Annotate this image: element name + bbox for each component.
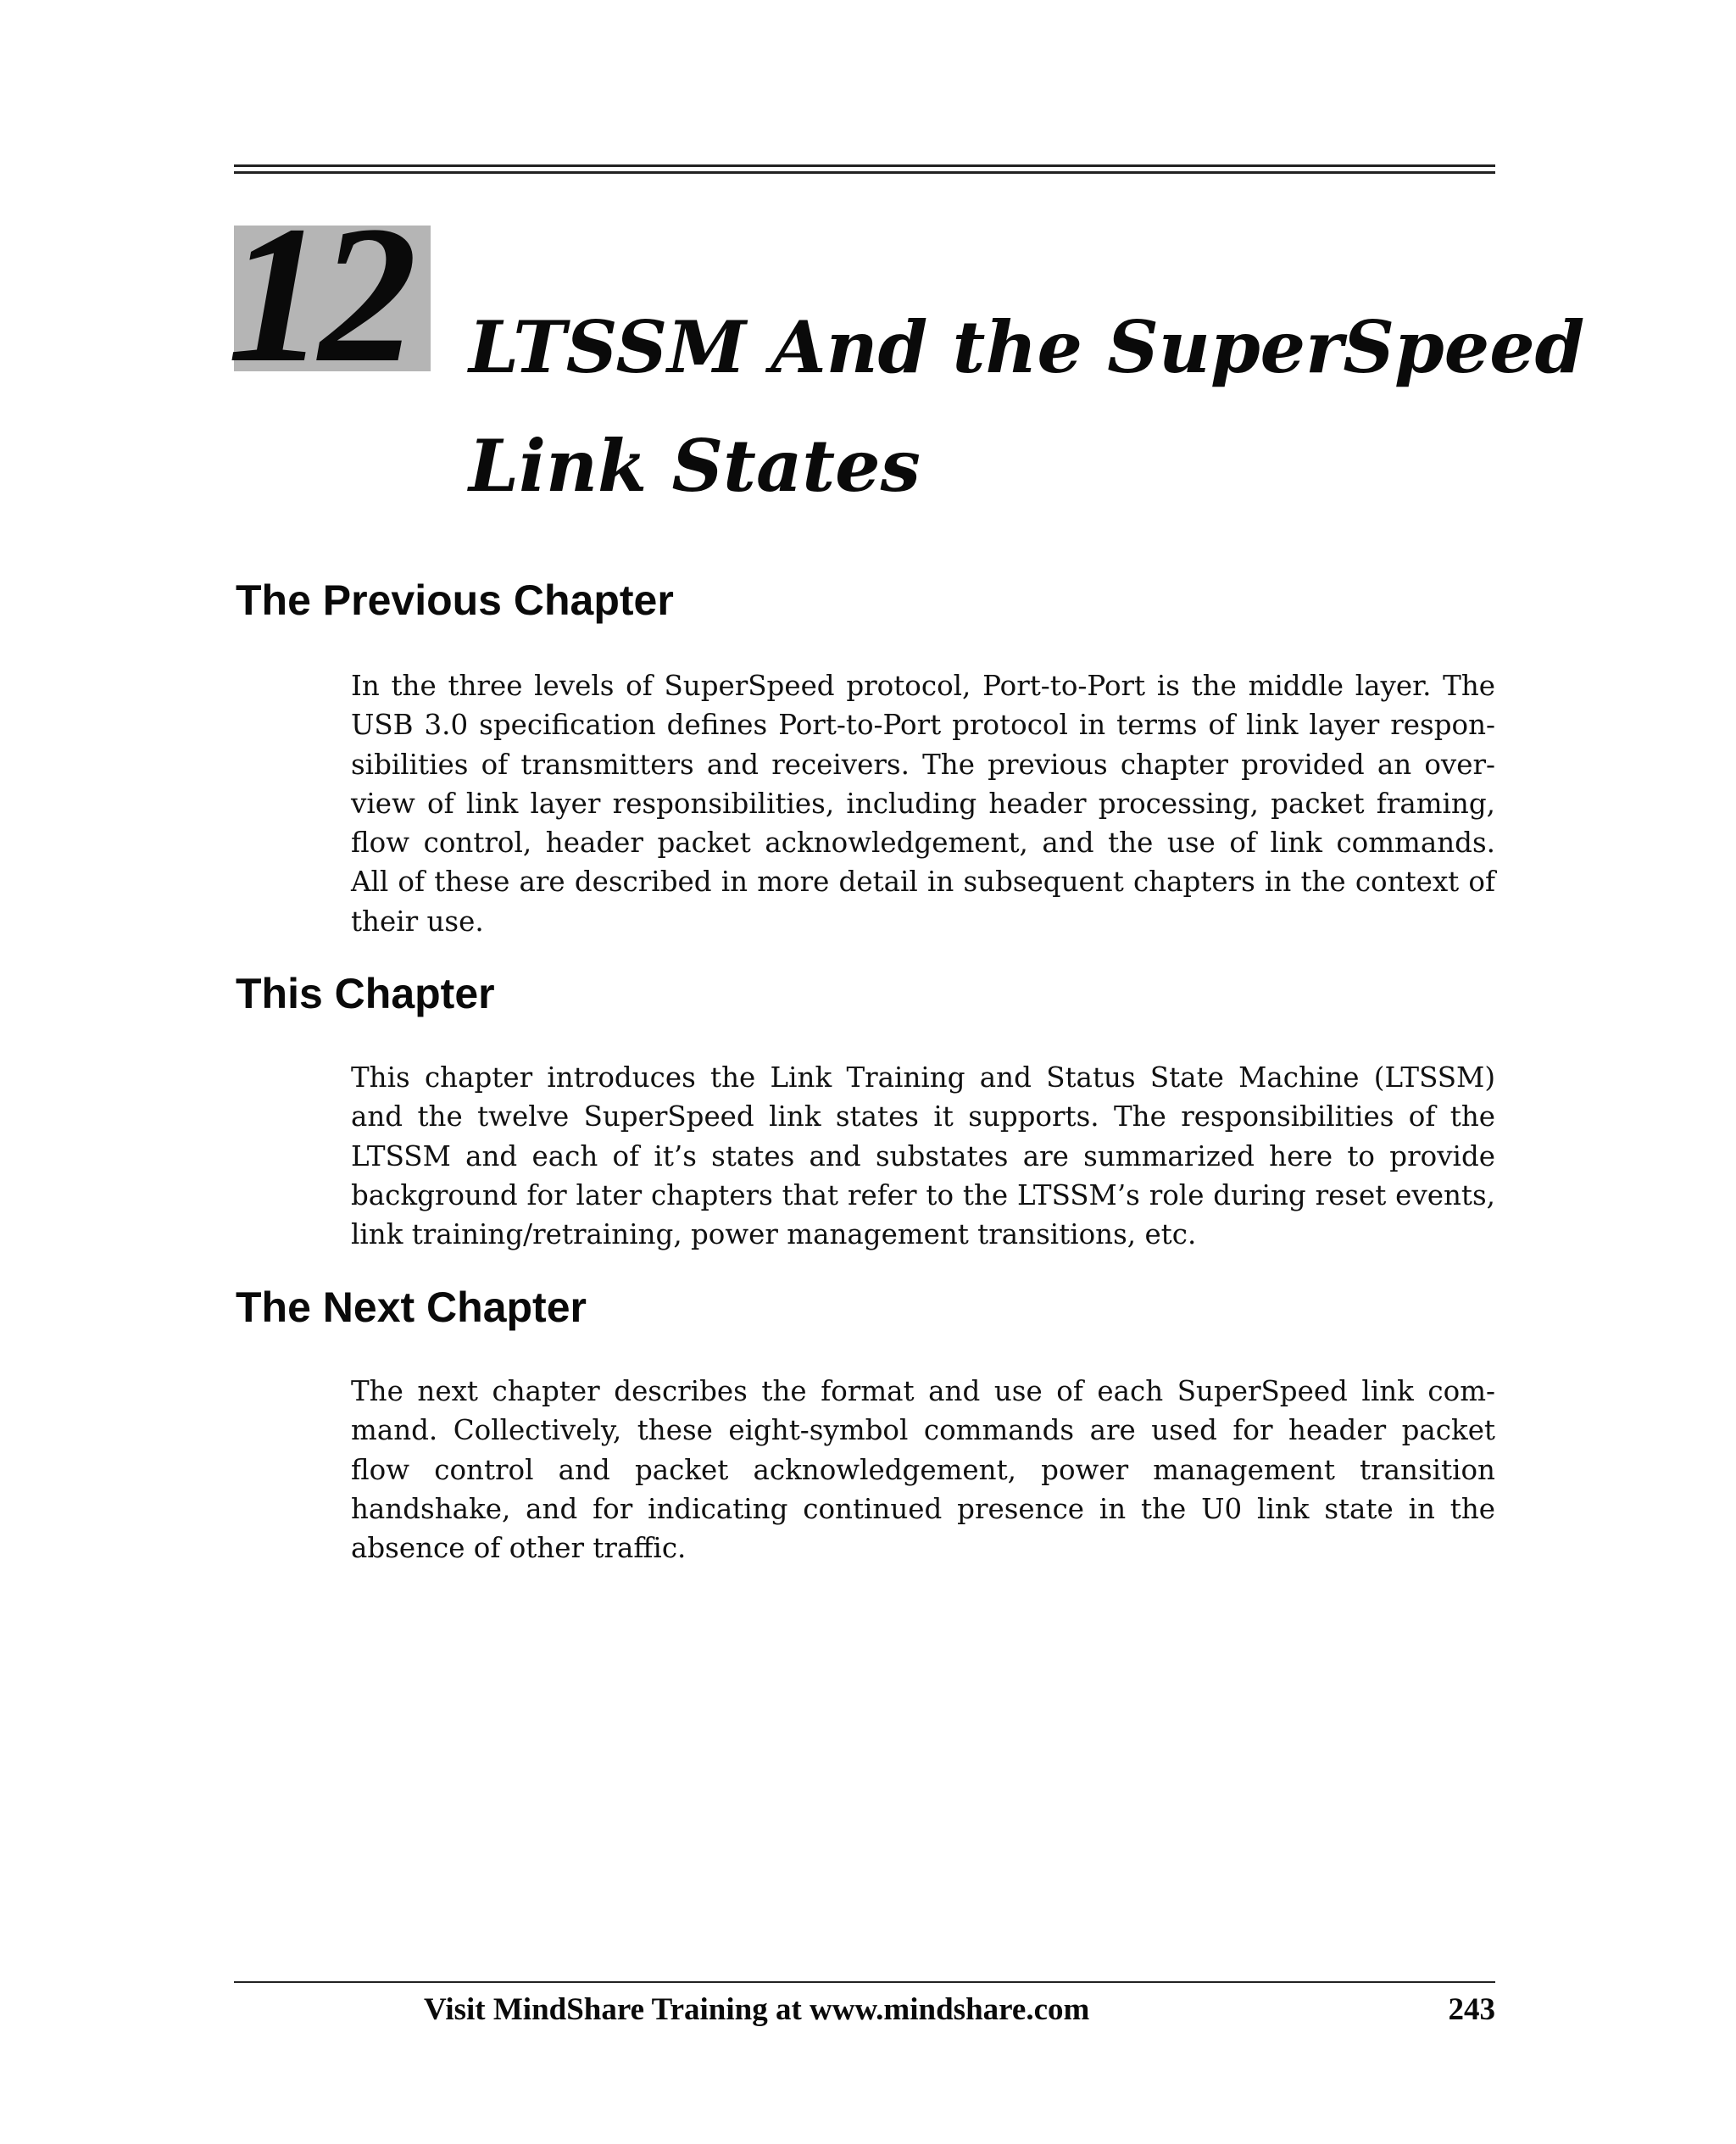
paragraph-previous-chapter	[351, 666, 1495, 941]
paragraph-line: sibilities of transmitters and receivers. The previous chapter provided an over-	[351, 748, 1495, 781]
paragraph-line: handshake, and for indicating continued presence in the U0 link state in the	[351, 1492, 1495, 1525]
footer-rule	[234, 1981, 1495, 1983]
paragraph-line: absence of other traffic.	[351, 1532, 687, 1565]
footer-text: Visit MindShare Training at www.mindshare.com	[424, 1992, 1090, 2027]
paragraph-line: their use.	[351, 905, 484, 938]
chapter-title-line-2: Link States	[469, 424, 921, 508]
paragraph-line: mand. Collectively, these eight-symbol commands are used for header packet	[351, 1414, 1495, 1447]
paragraph-line: link training/retraining, power management transitions, etc.	[351, 1218, 1197, 1251]
paragraph-next-chapter	[351, 1372, 1495, 1568]
paragraph-line: flow control and packet acknowledgement, power management transition	[351, 1453, 1495, 1486]
section-heading-previous-chapter: The Previous Chapter	[236, 576, 674, 624]
paragraph-line: USB 3.0 specification defines Port-to-Port protocol in terms of link layer respon-	[351, 709, 1495, 742]
paragraph-line: view of link layer responsibilities, including header processing, packet framing,	[351, 787, 1495, 820]
chapter-title	[469, 288, 1584, 526]
paragraph-line: and the twelve SuperSpeed link states it supports. The responsibilities of the	[351, 1100, 1495, 1133]
paragraph-line: background for later chapters that refer to the LTSSM’s role during reset events,	[351, 1178, 1495, 1211]
page-number: 243	[1448, 1992, 1495, 2027]
chapter-number: 12	[227, 186, 410, 404]
section-heading-next-chapter: The Next Chapter	[236, 1284, 587, 1331]
paragraph-line: This chapter introduces the Link Training and Status State Machine (LTSSM)	[351, 1061, 1495, 1094]
paragraph-line: All of these are described in more detail in subsequent chapters in the context of	[351, 866, 1495, 899]
section-heading-this-chapter: This Chapter	[236, 970, 495, 1017]
paragraph-line: The next chapter describes the format and use of each SuperSpeed link com-	[351, 1375, 1495, 1407]
top-rule-lower	[234, 171, 1495, 174]
top-rule-upper	[234, 164, 1495, 167]
paragraph-line: LTSSM and each of it’s states and substates are summarized here to provide	[351, 1139, 1495, 1172]
paragraph-line: flow control, header packet acknowledgement, and the use of link commands.	[351, 827, 1495, 860]
paragraph-this-chapter	[351, 1058, 1495, 1254]
paragraph-line: In the three levels of SuperSpeed protocol, Port-to-Port is the middle layer. The	[351, 670, 1495, 702]
chapter-title-line-1: LTSSM And the SuperSpeed	[469, 305, 1585, 389]
